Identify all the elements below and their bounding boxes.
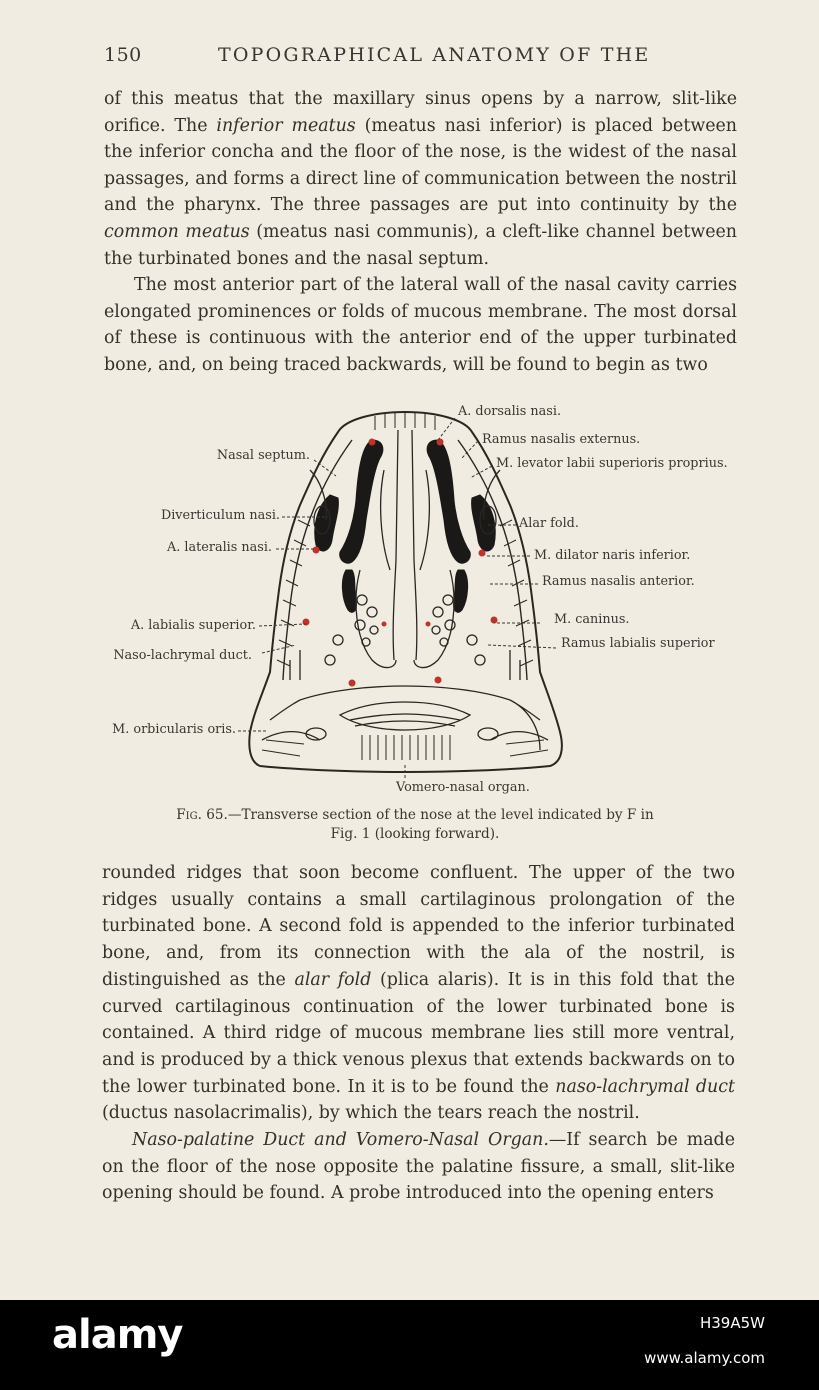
site-url: www.alamy.com [644,1349,765,1367]
label-a-lateralis-nasi: A. lateralis nasi. [167,540,272,555]
paragraph-2: The most anterior part of the lateral wall of the nasal cavity carries elongated prominences or folds of mucous membrane. The most dorsal of these is continuous with the anterior end of the upper turbinated bone, and, on being traced backwards, will be found to begin as two [104,275,737,375]
label-ramus-nasalis-externus: Ramus nasalis externus. [482,432,641,447]
nasal-septum [393,430,417,660]
label-a-labialis-superior: A. labialis superior. [130,618,256,633]
leader-labialis [259,624,306,626]
figure-caption [170,806,660,844]
paragraph-1: of this meatus that the maxillary sinus opens by a narrow, slit-like orifice. The inferior meatus (meatus nasi inferior) is placed between the inferior concha and the floor of the nose, is the widest of the nasal passages, and forms a direct line of communication between the nostril and the pharynx. The three passages are put into continuity by the common meatus (meatus nasi communis), a cleft-like channel between the turbinated bones and the nasal septum. [104,89,738,269]
label-m-orbicularis-oris: M. orbicularis oris. [112,722,236,737]
leader-ramus-labialis [488,645,556,648]
right-nasal-cavity [427,440,470,563]
paragraph-4: Naso-palatine Duct and Vomero-Nasal Organ.—If search be made on the floor of the nose opposite the palatine fissure, a small, slit-like opening should be found. A probe introduced into the opening enters [102,1130,735,1204]
figure-number: Fig. 65. [176,807,228,823]
bottom-text-block [102,860,735,1207]
term-inferior-meatus: inferior meatus [216,115,356,136]
paragraph-3: rounded ridges that soon become confluent. The upper of the two ridges usually contains a small cartilaginous prolongation of the turbinated bone. A second fold is appended to the inferior turbinated bone, and, from its connection with the ala of the nostril, is distinguished as the alar fold (plica alaris). It is in this fold that the curved cartilaginous continuation of the lower turbinated bone is contained. A third ridge of mucous membrane lies still more ventral, and is produced by a thick venous plexus that extends backwards on to the lower turbinated bone. In it is to be found the naso-lachrymal duct (ductus nasolacrimalis), by which the tears reach the nostril. [102,863,735,1124]
term-naso-lachrymal-duct: naso-lachrymal duct [555,1076,735,1097]
page-number: 150 [104,44,142,66]
label-nasal-septum: Nasal septum. [216,448,310,463]
alamy-logo: alamy [52,1312,183,1358]
lip-region [270,686,540,750]
label-m-caninus: M. caninus. [554,612,630,627]
figure-caption-text: —Transverse section of the nose at the level indicated by F in Fig. 1 (looking forward). [227,807,654,842]
label-alar-fold: Alar fold. [519,516,579,531]
running-head: TOPOGRAPHICAL ANATOMY OF THE [218,44,651,66]
label-ramus-nasalis-anterior: Ramus nasalis anterior. [542,574,695,589]
label-m-dilator: M. dilator naris inferior. [534,548,691,563]
image-id: H39A5W [699,1314,765,1332]
label-m-levator: M. levator labii superioris proprius. [496,456,728,471]
term-alar-fold: alar fold [294,969,372,990]
label-a-dorsalis-nasi: A. dorsalis nasi. [458,404,562,419]
label-vomero-nasal-organ: Vomero-nasal organ. [396,780,530,795]
section-heading-naso-palatine: Naso-palatine Duct and Vomero-Nasal Organ. [132,1130,549,1151]
label-naso-lachrymal-duct: Naso-lachrymal duct. [113,648,252,663]
leader-naso-lachrymal [262,645,296,653]
leader-a-dorsalis [438,418,455,440]
term-common-meatus: common meatus [104,221,250,242]
left-nasal-cavity [340,440,383,563]
label-diverticulum-nasi: Diverticulum nasi. [160,508,280,523]
label-ramus-labialis-superior: Ramus labialis superior [561,636,715,651]
